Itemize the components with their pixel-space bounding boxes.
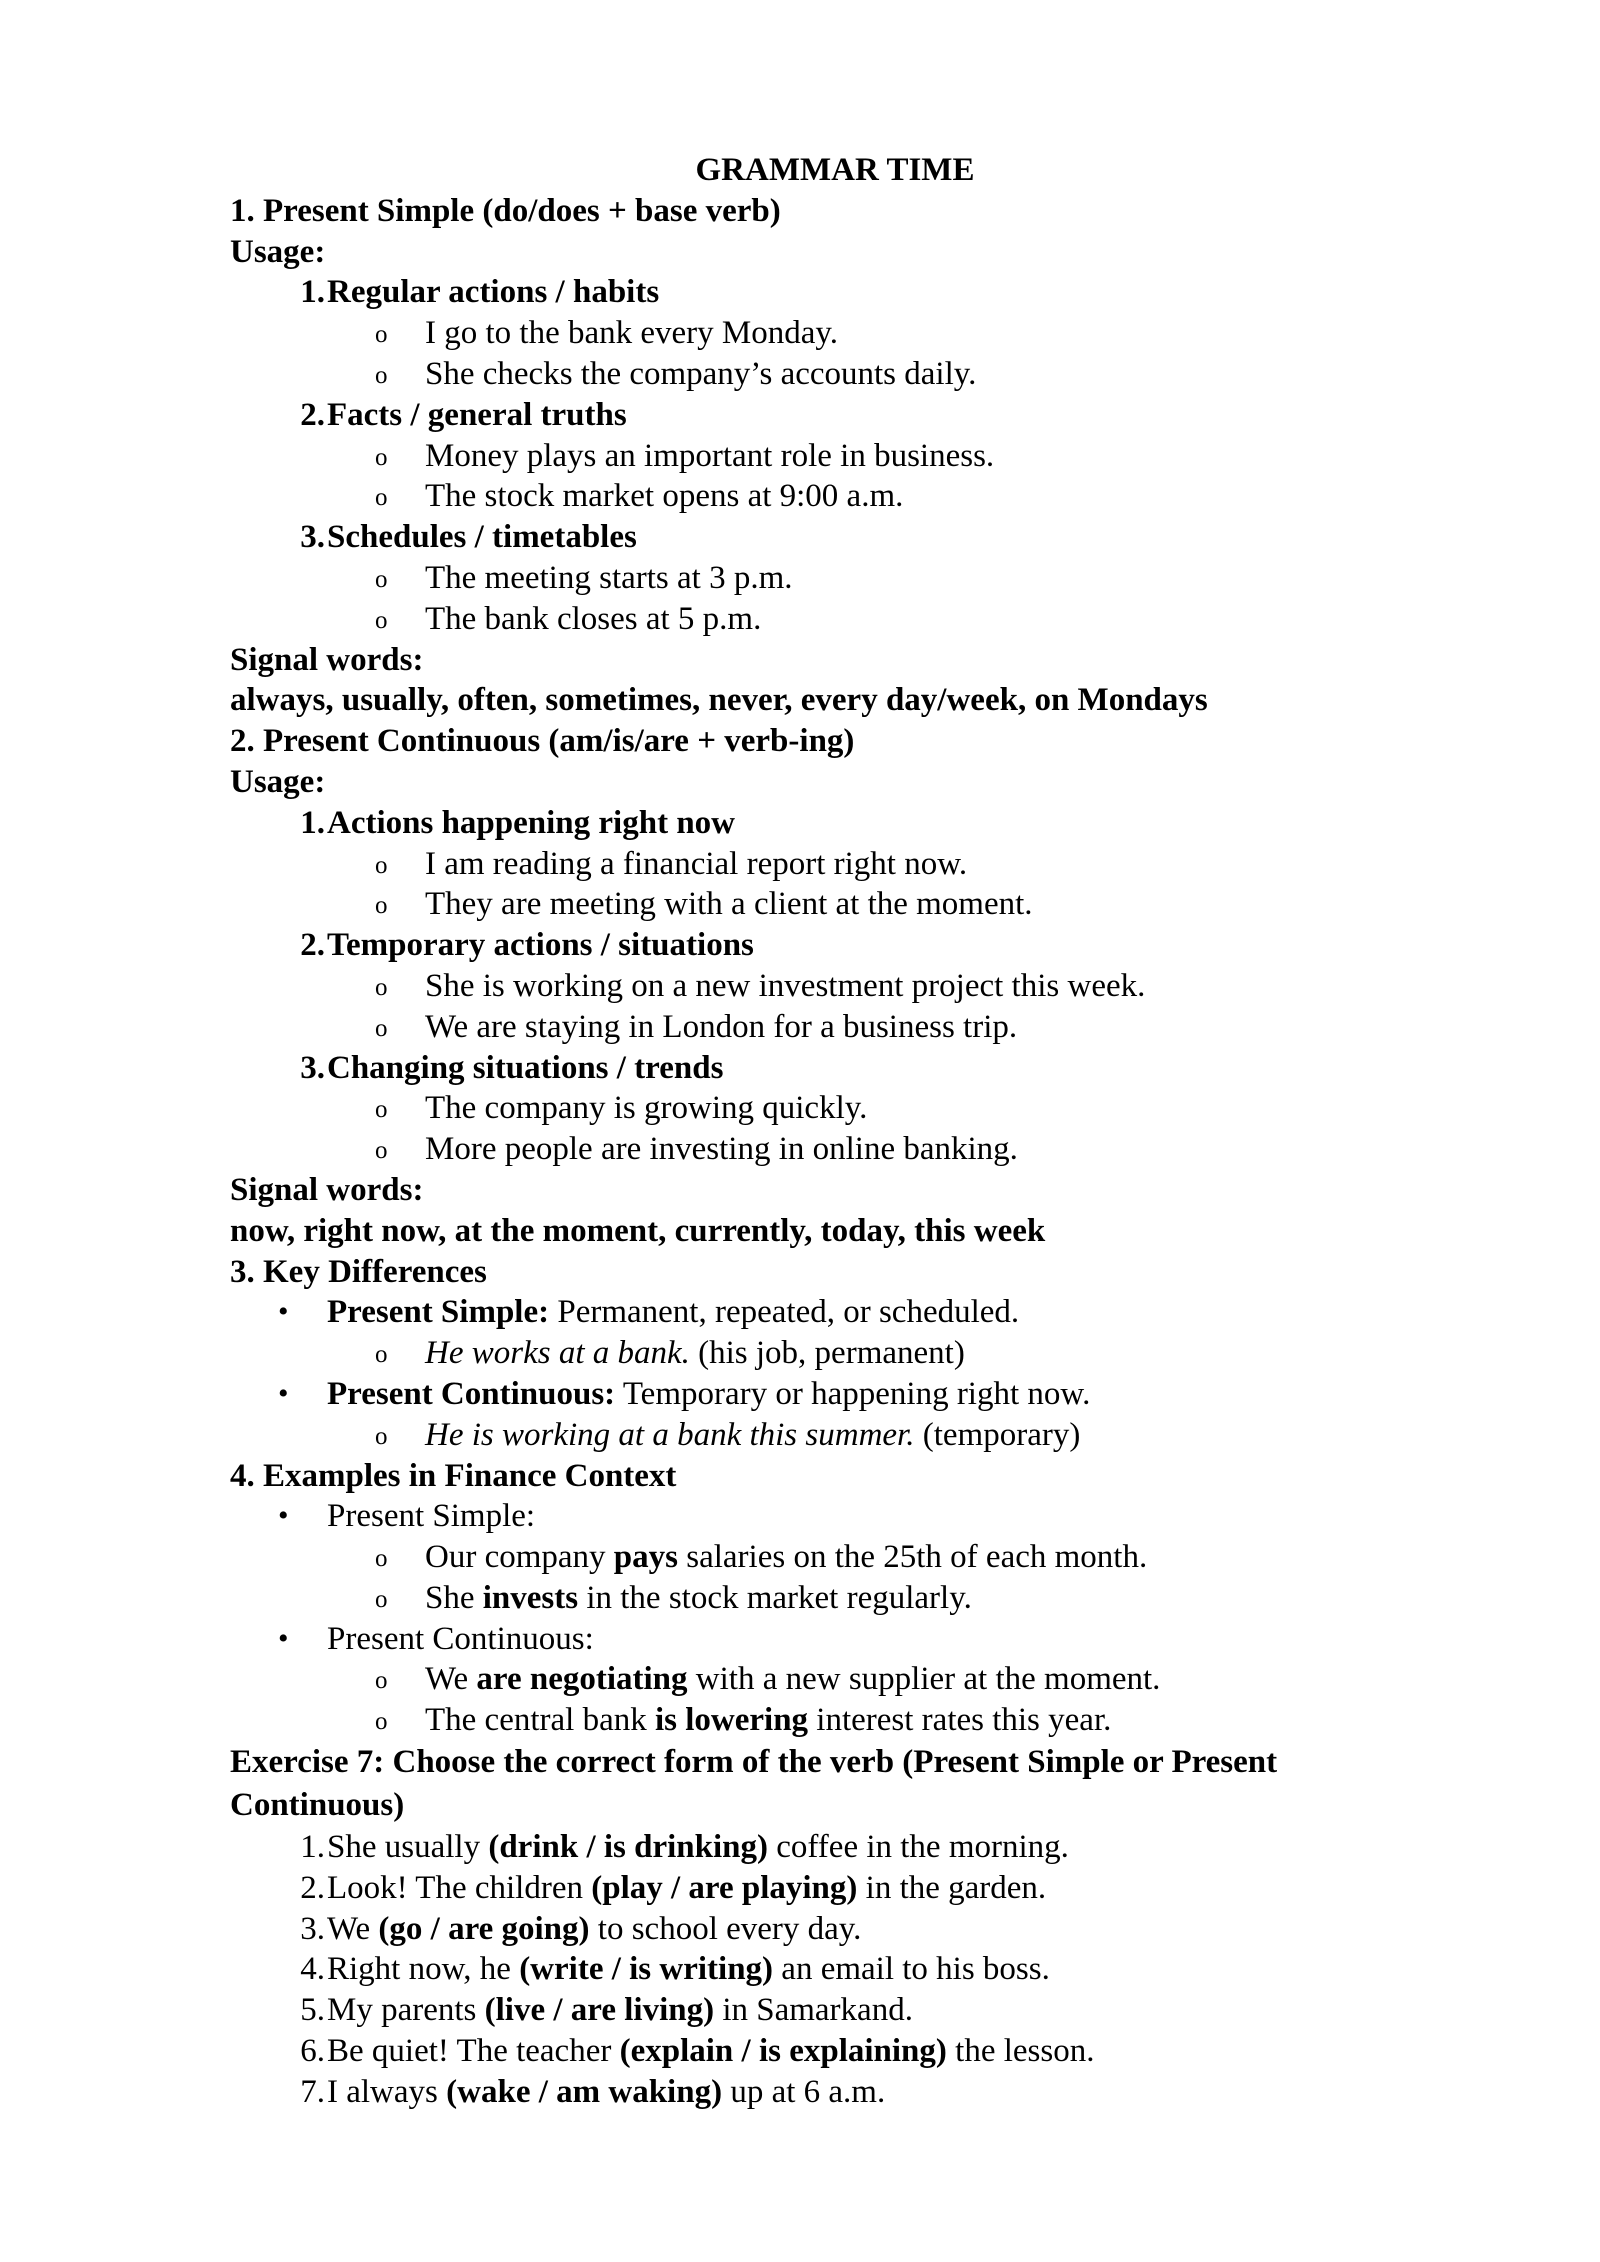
signal-words-label: Signal words: bbox=[230, 641, 424, 678]
example-line: o The bank closes at 5 p.m. bbox=[230, 599, 1370, 640]
example-line: o He works at a bank. (his job, permanent) bbox=[230, 1333, 1370, 1374]
example-line: o We are negotiating with a new supplier at the moment. bbox=[230, 1659, 1370, 1700]
difference-item: • Present Simple: Permanent, repeated, or scheduled. bbox=[230, 1292, 1370, 1333]
example-line: o More people are investing in online banking. bbox=[230, 1129, 1370, 1170]
example-line: o We are staying in London for a business trip. bbox=[230, 1007, 1370, 1048]
bullet-icon: • bbox=[278, 1621, 289, 1655]
section-2-heading: 2. Present Continuous (am/is/are + verb-ing) bbox=[230, 723, 855, 760]
circle-bullet-icon: o bbox=[375, 892, 388, 920]
circle-bullet-icon: o bbox=[375, 443, 388, 471]
section-1-heading: 1. Present Simple (do/does + base verb) bbox=[230, 192, 781, 229]
circle-bullet-icon: o bbox=[375, 1422, 388, 1450]
example-line: o The stock market opens at 9:00 a.m. bbox=[230, 476, 1370, 517]
exercise-item: 5. My parents (live / are living) in Samarkand. bbox=[300, 1992, 913, 2029]
example-line: o I am reading a financial report right now. bbox=[230, 844, 1370, 885]
exercise-item: 7. I always (wake / am waking) up at 6 a.m. bbox=[300, 2073, 886, 2110]
usage-item: 3. Schedules / timetables bbox=[300, 519, 637, 556]
document-body bbox=[230, 150, 1370, 2113]
section-4-heading: 4. Examples in Finance Context bbox=[230, 1457, 677, 1494]
usage-item: 1. Actions happening right now bbox=[300, 804, 736, 841]
example-line: o She is working on a new investment project this week. bbox=[230, 966, 1370, 1007]
usage-item: 1. Regular actions / habits bbox=[300, 274, 660, 311]
circle-bullet-icon: o bbox=[375, 1585, 388, 1613]
example-line: o Our company pays salaries on the 25th of each month. bbox=[230, 1537, 1370, 1578]
example-line: o Money plays an important role in business. bbox=[230, 436, 1370, 477]
document-title: GRAMMAR TIME bbox=[695, 152, 975, 188]
bullet-icon: • bbox=[278, 1376, 289, 1410]
circle-bullet-icon: o bbox=[375, 973, 388, 1001]
circle-bullet-icon: o bbox=[375, 565, 388, 593]
circle-bullet-icon: o bbox=[375, 1667, 388, 1695]
exercise-item: 3. We (go / are going) to school every day. bbox=[300, 1910, 862, 1947]
circle-bullet-icon: o bbox=[375, 321, 388, 349]
exercise-item: 2. Look! The children (play / are playing) in the garden. bbox=[300, 1869, 1047, 1906]
circle-bullet-icon: o bbox=[375, 851, 388, 879]
signal-words: always, usually, often, sometimes, never, every day/week, on Mondays bbox=[230, 682, 1208, 719]
circle-bullet-icon: o bbox=[375, 1545, 388, 1573]
signal-words-label: Signal words: bbox=[230, 1171, 424, 1208]
finance-group: • Present Continuous: bbox=[230, 1619, 1370, 1660]
circle-bullet-icon: o bbox=[375, 361, 388, 389]
usage-item: 2. Temporary actions / situations bbox=[300, 927, 754, 964]
signal-words: now, right now, at the moment, currently, today, this week bbox=[230, 1212, 1046, 1249]
bullet-icon: • bbox=[278, 1295, 289, 1329]
example-line: o They are meeting with a client at the moment. bbox=[230, 884, 1370, 925]
example-line: o He is working at a bank this summer. (temporary) bbox=[230, 1415, 1370, 1456]
example-line: o The company is growing quickly. bbox=[230, 1088, 1370, 1129]
bullet-icon: • bbox=[278, 1499, 289, 1533]
circle-bullet-icon: o bbox=[375, 1341, 388, 1369]
section-3-heading: 3. Key Differences bbox=[230, 1253, 487, 1290]
circle-bullet-icon: o bbox=[375, 1096, 388, 1124]
usage-item: 2. Facts / general truths bbox=[300, 396, 627, 433]
exercise-item: 6. Be quiet! The teacher (explain / is explaining) the lesson. bbox=[300, 2033, 1095, 2070]
circle-bullet-icon: o bbox=[375, 484, 388, 512]
usage-label: Usage: bbox=[230, 763, 326, 800]
circle-bullet-icon: o bbox=[375, 1708, 388, 1736]
example-line: o She checks the company’s accounts daily. bbox=[230, 354, 1370, 395]
example-line: o I go to the bank every Monday. bbox=[230, 313, 1370, 354]
usage-item: 3. Changing situations / trends bbox=[300, 1049, 724, 1086]
difference-item: • Present Continuous: Temporary or happening right now. bbox=[230, 1374, 1370, 1415]
example-line: o The meeting starts at 3 p.m. bbox=[230, 558, 1370, 599]
example-line: o She invests in the stock market regularly. bbox=[230, 1578, 1370, 1619]
example-line: o The central bank is lowering interest rates this year. bbox=[230, 1700, 1370, 1741]
exercise-heading: Exercise 7: Choose the correct form of the verb (Present Simple or Present Continuous) bbox=[230, 1744, 1278, 1824]
circle-bullet-icon: o bbox=[375, 1014, 388, 1042]
circle-bullet-icon: o bbox=[375, 606, 388, 634]
usage-label: Usage: bbox=[230, 233, 326, 270]
exercise-item: 4. Right now, he (write / is writing) an email to his boss. bbox=[300, 1951, 1050, 1988]
circle-bullet-icon: o bbox=[375, 1137, 388, 1165]
finance-group: • Present Simple: bbox=[230, 1496, 1370, 1537]
exercise-item: 1. She usually (drink / is drinking) coffee in the morning. bbox=[300, 1829, 1069, 1866]
